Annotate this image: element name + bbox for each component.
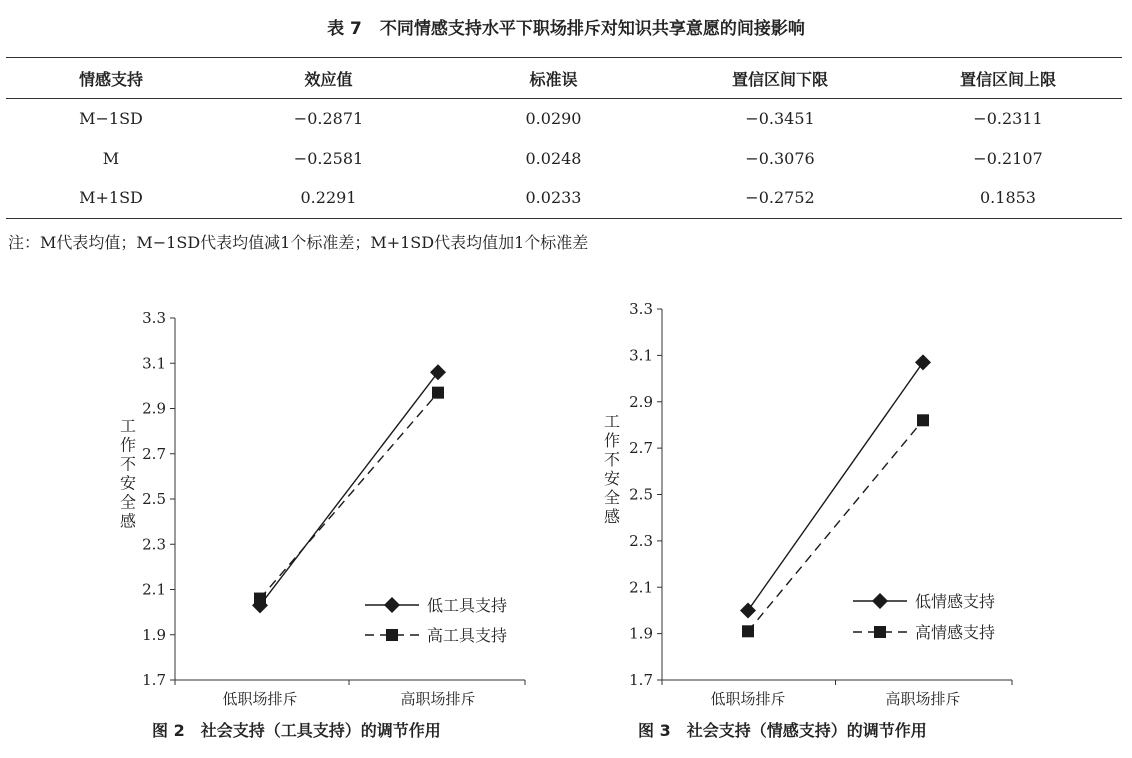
x-tick-label: 高职场排斥 xyxy=(400,690,476,708)
legend-marker-square xyxy=(386,629,398,641)
x-tick-label: 低职场排斥 xyxy=(710,690,786,708)
table-cell: 0.0290 xyxy=(525,109,582,129)
table-cell: −0.2581 xyxy=(293,148,364,168)
chart-3 xyxy=(604,300,1012,708)
data-point-square xyxy=(742,625,754,637)
table-cell: −0.3451 xyxy=(745,109,815,129)
x-tick-label: 低职场排斥 xyxy=(222,690,298,708)
data-point-diamond xyxy=(915,354,931,370)
y-tick-label: 2.7 xyxy=(629,439,653,458)
y-tick-label: 2.3 xyxy=(142,535,166,554)
y-tick-label: 3.3 xyxy=(142,309,166,327)
series-line-2 xyxy=(748,420,923,631)
y-tick-label: 3.1 xyxy=(629,346,653,365)
table-number: 表 7 xyxy=(327,19,362,39)
y-axis-label: 工作不安全感 xyxy=(119,416,137,531)
table-cell: −0.3076 xyxy=(745,148,815,168)
y-tick-label: 2.1 xyxy=(142,580,166,599)
chart-2 xyxy=(120,309,525,708)
column-header: 标准误 xyxy=(441,58,666,99)
y-tick-label: 2.9 xyxy=(142,399,166,418)
table-cell: −0.2752 xyxy=(666,178,894,218)
y-axis-label: 工作不安全感 xyxy=(603,412,621,526)
data-point-square xyxy=(917,414,929,426)
legend-marker-diamond xyxy=(872,593,888,609)
table-cell: 0.1853 xyxy=(894,178,1122,218)
y-tick-label: 3.3 xyxy=(629,300,653,318)
table-cell: −0.2871 xyxy=(293,109,364,129)
data-point-square xyxy=(432,387,444,399)
table-cell: M−1SD xyxy=(79,109,143,129)
series-line-1 xyxy=(260,372,438,605)
figure-3-caption: 图 3 社会支持（情感支持）的调节作用 xyxy=(638,721,927,740)
column-header: 效应值 xyxy=(216,58,441,99)
table-note: 注：M代表均值；M−1SD代表均值减1个标准差；M+1SD代表均值加1个标准差 xyxy=(8,233,589,252)
table-cell: 0.0248 xyxy=(525,148,582,168)
table-title-text: 不同情感支持水平下职场排斥对知识共享意愿的间接影响 xyxy=(379,19,805,39)
legend-marker-square xyxy=(874,626,886,638)
y-tick-label: 2.9 xyxy=(629,392,653,411)
legend-label: 低工具支持 xyxy=(427,596,508,615)
y-tick-label: 1.9 xyxy=(142,625,166,644)
table-cell: −0.2107 xyxy=(973,148,1043,168)
y-tick-label: 2.5 xyxy=(142,490,166,508)
column-header: 情感支持 xyxy=(6,58,216,99)
data-point-diamond xyxy=(740,602,756,618)
legend-marker-diamond xyxy=(384,597,400,613)
y-tick-label: 2.7 xyxy=(142,444,166,463)
legend-label: 高工具支持 xyxy=(427,626,508,645)
table-cell: 0.2291 xyxy=(216,178,441,218)
column-header: 置信区间下限 xyxy=(666,58,894,99)
y-tick-label: 2.1 xyxy=(629,578,653,597)
y-tick-label: 2.3 xyxy=(629,531,653,550)
series-line-1 xyxy=(748,362,923,610)
legend-label: 高情感支持 xyxy=(915,623,996,642)
table-cell: 0.0233 xyxy=(441,178,666,218)
y-tick-label: 1.7 xyxy=(629,671,653,689)
y-tick-label: 2.5 xyxy=(629,485,653,504)
data-point-diamond xyxy=(430,364,446,380)
data-point-square xyxy=(254,593,266,605)
column-header: 置信区间上限 xyxy=(894,58,1122,99)
x-tick-label: 高职场排斥 xyxy=(885,690,961,708)
legend-label: 低情感支持 xyxy=(915,592,996,611)
figure-2-caption: 图 2 社会支持（工具支持）的调节作用 xyxy=(152,721,441,740)
y-tick-label: 1.7 xyxy=(142,671,166,689)
series-line-2 xyxy=(260,393,438,599)
table-cell: −0.2311 xyxy=(973,109,1043,129)
table-cell: M xyxy=(102,148,120,168)
y-tick-label: 3.1 xyxy=(142,354,166,373)
y-tick-label: 1.9 xyxy=(629,624,653,643)
table-cell: M+1SD xyxy=(6,178,216,218)
